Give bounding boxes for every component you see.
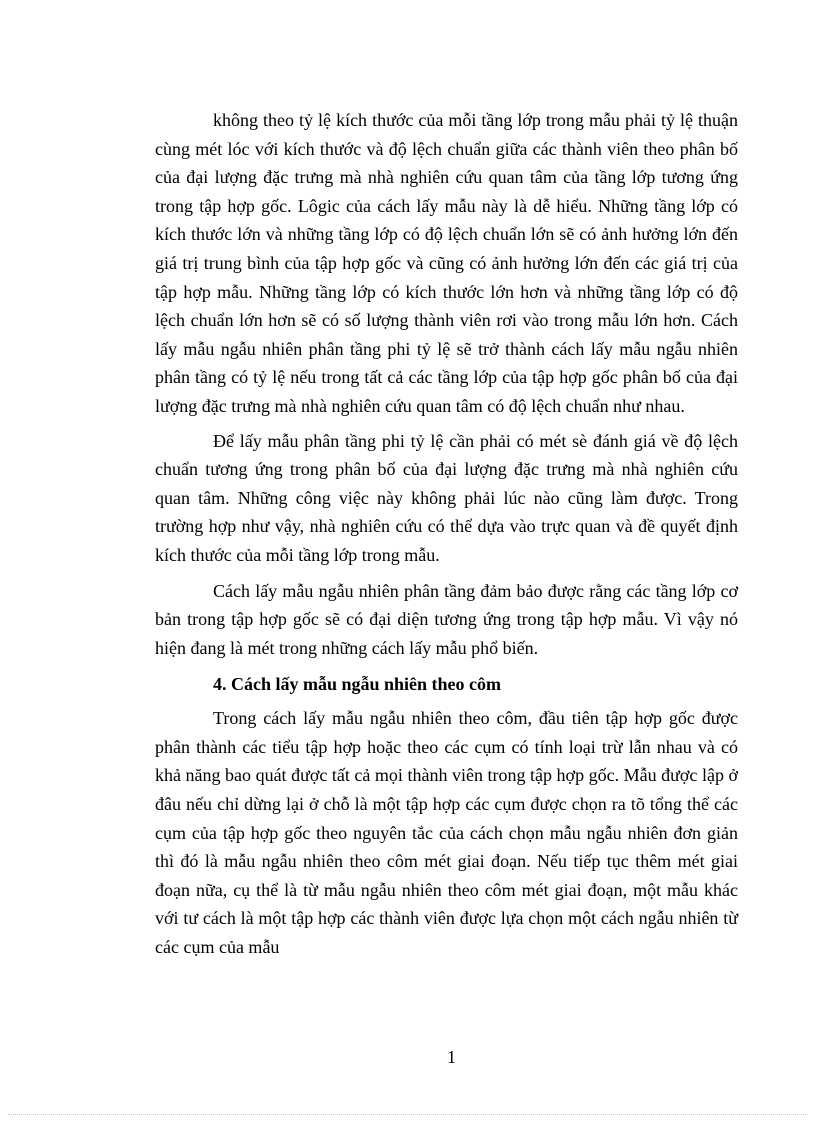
document-body (155, 106, 738, 962)
paragraph-disproportionate-sampling: không theo tỷ lệ kích thước của mỗi tầng lớp trong mẫu phải tỷ lệ thuận cùng mét lóc với kích thước và độ lệch chuẩn giữa các thành viên theo phân bố của đại lượng đặc trưng mà nhà nghiên cứu quan tâm của tầng lớp tương ứng trong tập hợp gốc. Lôgic của cách lấy mẫu này là dễ hiểu. Những tầng lớp có kích thước lớn và những tầng lớp có độ lệch chuẩn lớn sẽ có ảnh hưởng lớn đến giá trị trung bình của tập hợp gốc và cũng có ảnh hưởng lớn đến các giá trị của tập hợp mẫu. Những tầng lớp có kích thước lớn hơn và những tầng lớp có độ lệch chuẩn lớn hơn sẽ có số lượng thành viên rơi vào trong mẫu lớn hơn. Cách lấy mẫu ngẫu nhiên phân tầng phi tỷ lệ sẽ trở thành cách lấy mẫu ngẫu nhiên phân tầng có tỷ lệ nếu trong tất cả các tầng lớp của tập hợp gốc phân bố của đại lượng đặc trưng mà nhà nghiên cứu quan tâm có độ lệch chuẩn như nhau. (155, 110, 738, 416)
paragraph-cluster-sampling: Trong cách lấy mẫu ngẫu nhiên theo côm, đầu tiên tập hợp gốc được phân thành các tiểu tập hợp hoặc theo các cụm có tính loại trừ lẫn nhau và có khả năng bao quát được tất cả mọi thành viên trong tập hợp gốc. Mẫu được lập ở đâu nếu chỉ dừng lại ở chỗ là một tập hợp các cụm được chọn ra tõ tổng thể các cụm của tập hợp gốc theo nguyên tắc của cách chọn mẫu ngẫu nhiên đơn giản thì đó là mẫu ngẫu nhiên theo côm mét giai đoạn. Nếu tiếp tục thêm mét giai đoạn nữa, cụ thể là từ mẫu ngẫu nhiên theo côm mét giai đoạn, một mẫu khác với tư cách là một tập hợp các thành viên được lựa chọn một cách ngẫu nhiên từ các cụm của mẫu (155, 708, 738, 958)
paragraph-stratified-summary: Cách lấy mẫu ngẫu nhiên phân tầng đảm bảo được rằng các tầng lớp cơ bản trong tập hợp gốc sẽ có đại diện tương ứng trong tập hợp mẫu. Vì vậy nó hiện đang là mét trong những cách lấy mẫu phổ biến. (155, 580, 738, 658)
paragraph-standard-deviation-estimate: Để lấy mẫu phân tầng phi tỷ lệ cần phải có mét sè đánh giá về độ lệch chuẩn tương ứng trong phân bố của đại lượng đặc trưng mà nhà nghiên cứu quan tâm. Những công việc này không phải lúc nào cũng làm được. Trong trường hợp như vậy, nhà nghiên cứu có thể dựa vào trực quan và đề quyết định kích thước của mỗi tầng lớp trong mẫu. (155, 430, 738, 565)
page-number: 1 (447, 1047, 456, 1067)
section-heading-cluster-sampling: 4. Cách lấy mẫu ngẫu nhiên theo côm (213, 674, 502, 695)
page-bottom-divider (8, 1114, 808, 1115)
